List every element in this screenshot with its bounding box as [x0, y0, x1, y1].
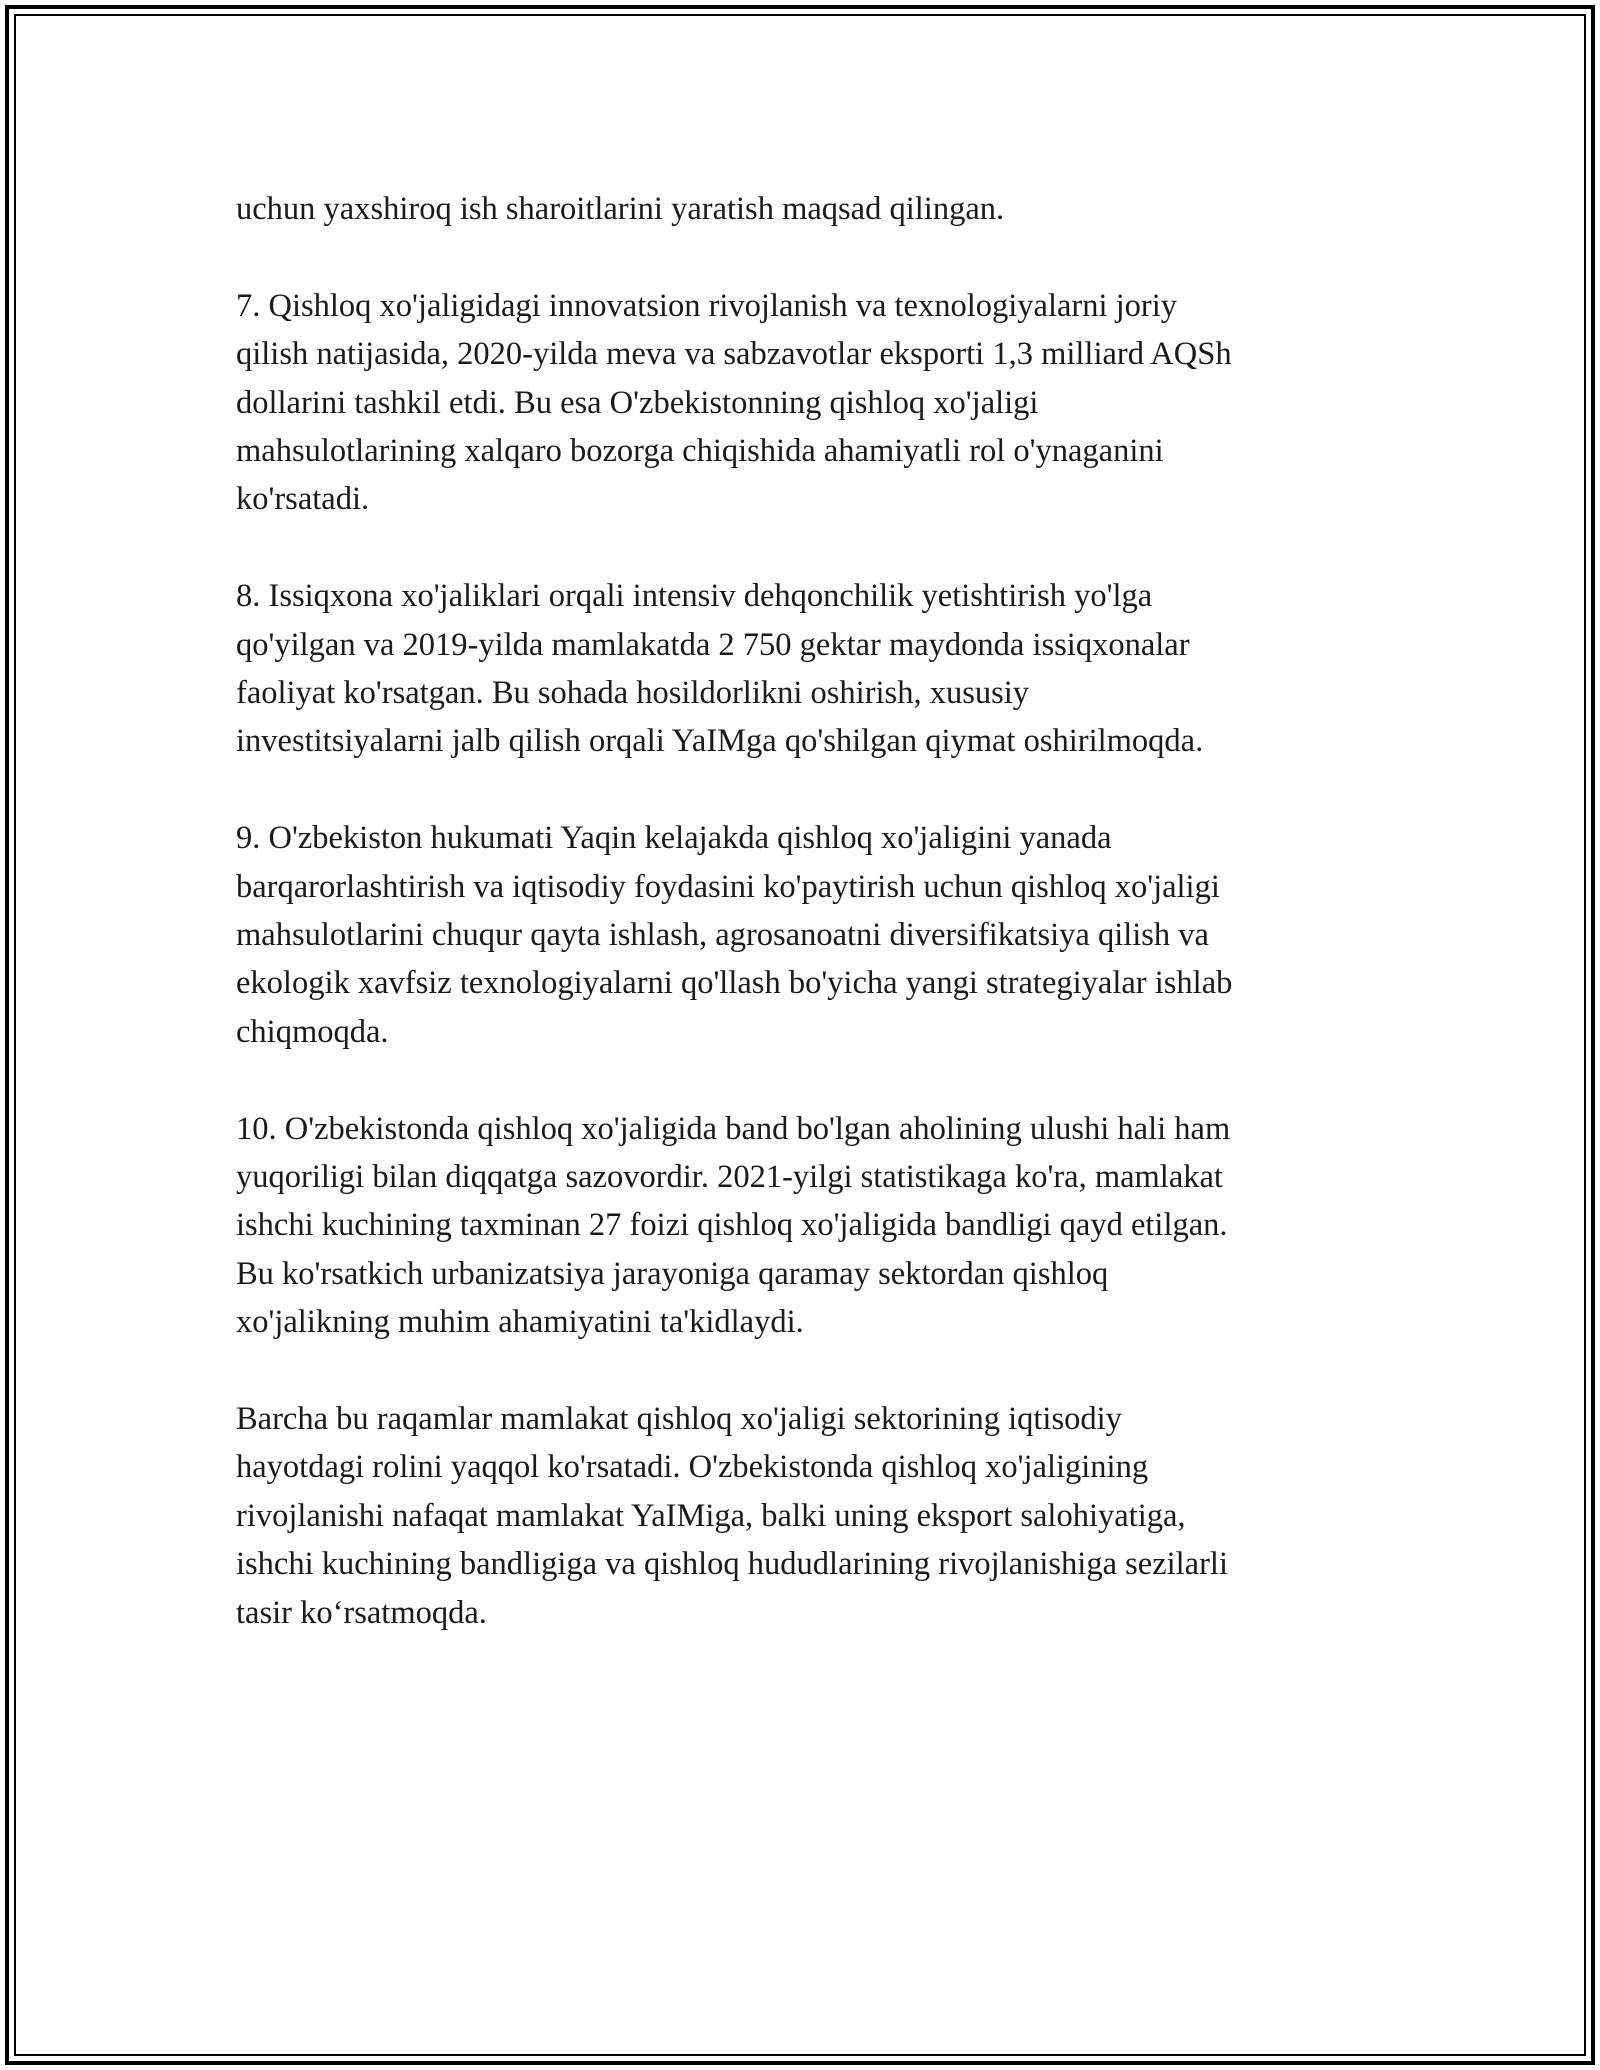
paragraph-item-10	[236, 1105, 1366, 1347]
text-line: hayotdagi rolini yaqqol ko'rsatadi. O'zbekistonda qishloq xo'jaligining	[236, 1449, 1149, 1486]
text-line: faoliyat ko'rsatgan. Bu sohada hosildorlikni oshirish, xususiy	[236, 675, 1030, 712]
paragraph-item-7	[236, 282, 1366, 524]
text-line: ekologik xavfsiz texnologiyalarni qo'llash bo'yicha yangi strategiyalar ishlab	[236, 965, 1233, 1002]
document-body	[236, 185, 1366, 1686]
text-line: 8. Issiqxona xo'jaliklari orqali intensiv dehqonchilik yetishtirish yo'lga	[236, 578, 1153, 615]
text-line: 7. Qishloq xo'jaligidagi innovatsion rivojlanish va texnologiyalarni joriy	[236, 287, 1178, 324]
text-line: 10. O'zbekistonda qishloq xo'jaligida band bo'lgan aholining ulushi hali ham	[236, 1110, 1231, 1147]
text-line: 9. O'zbekiston hukumati Yaqin kelajakda qishloq xo'jaligini yanada	[236, 820, 1112, 857]
text-line: mahsulotlarini chuqur qayta ishlash, agrosanoatni diversifikatsiya qilish va	[236, 917, 1209, 954]
text-line: tasir ko‘rsatmoqda.	[236, 1594, 487, 1631]
text-line: dollarini tashkil etdi. Bu esa O'zbekistonning qishloq xo'jaligi	[236, 384, 1039, 421]
text-line: investitsiyalarni jalb qilish orqali YaIMga qo'shilgan qiymat oshirilmoqda.	[236, 723, 1204, 760]
text-line: Barcha bu raqamlar mamlakat qishloq xo'jaligi sektorining iqtisodiy	[236, 1401, 1122, 1438]
text-line: ishchi kuchining bandligiga va qishloq hududlarining rivojlanishiga sezilarli	[236, 1546, 1228, 1583]
text-line: rivojlanishi nafaqat mamlakat YaIMiga, balki uning eksport salohiyatiga,	[236, 1497, 1186, 1534]
text-line: mahsulotlarining xalqaro bozorga chiqishida ahamiyatli rol o'ynaganini	[236, 433, 1164, 470]
paragraph-item-8	[236, 572, 1366, 766]
text-line: chiqmoqda.	[236, 1013, 389, 1050]
paragraph-conclusion	[236, 1395, 1366, 1637]
text-line: barqarorlashtirish va iqtisodiy foydasini ko'paytirish uchun qishloq xo'jaligi	[236, 868, 1220, 905]
text-line: qilish natijasida, 2020-yilda meva va sabzavotlar eksporti 1,3 milliard AQSh	[236, 336, 1232, 373]
text-line: qo'yilgan va 2019-yilda mamlakatda 2 750 gektar maydonda issiqxonalar	[236, 626, 1190, 663]
text-line: ishchi kuchining taxminan 27 foizi qishloq xo'jaligida bandligi qayd etilgan.	[236, 1207, 1228, 1244]
paragraph-item-9	[236, 814, 1366, 1056]
text-line: ko'rsatadi.	[236, 481, 370, 518]
text-line: xo'jalikning muhim ahamiyatini ta'kidlaydi.	[236, 1304, 804, 1341]
text-line: yuqoriligi bilan diqqatga sazovordir. 2021-yilgi statistikaga ko'ra, mamlakat	[236, 1159, 1223, 1196]
paragraph-continuation	[236, 185, 1366, 233]
text-line: Bu ko'rsatkich urbanizatsiya jarayoniga qaramay sektordan qishloq	[236, 1255, 1109, 1292]
text-line: uchun yaxshiroq ish sharoitlarini yaratish maqsad qilingan.	[236, 191, 1005, 227]
